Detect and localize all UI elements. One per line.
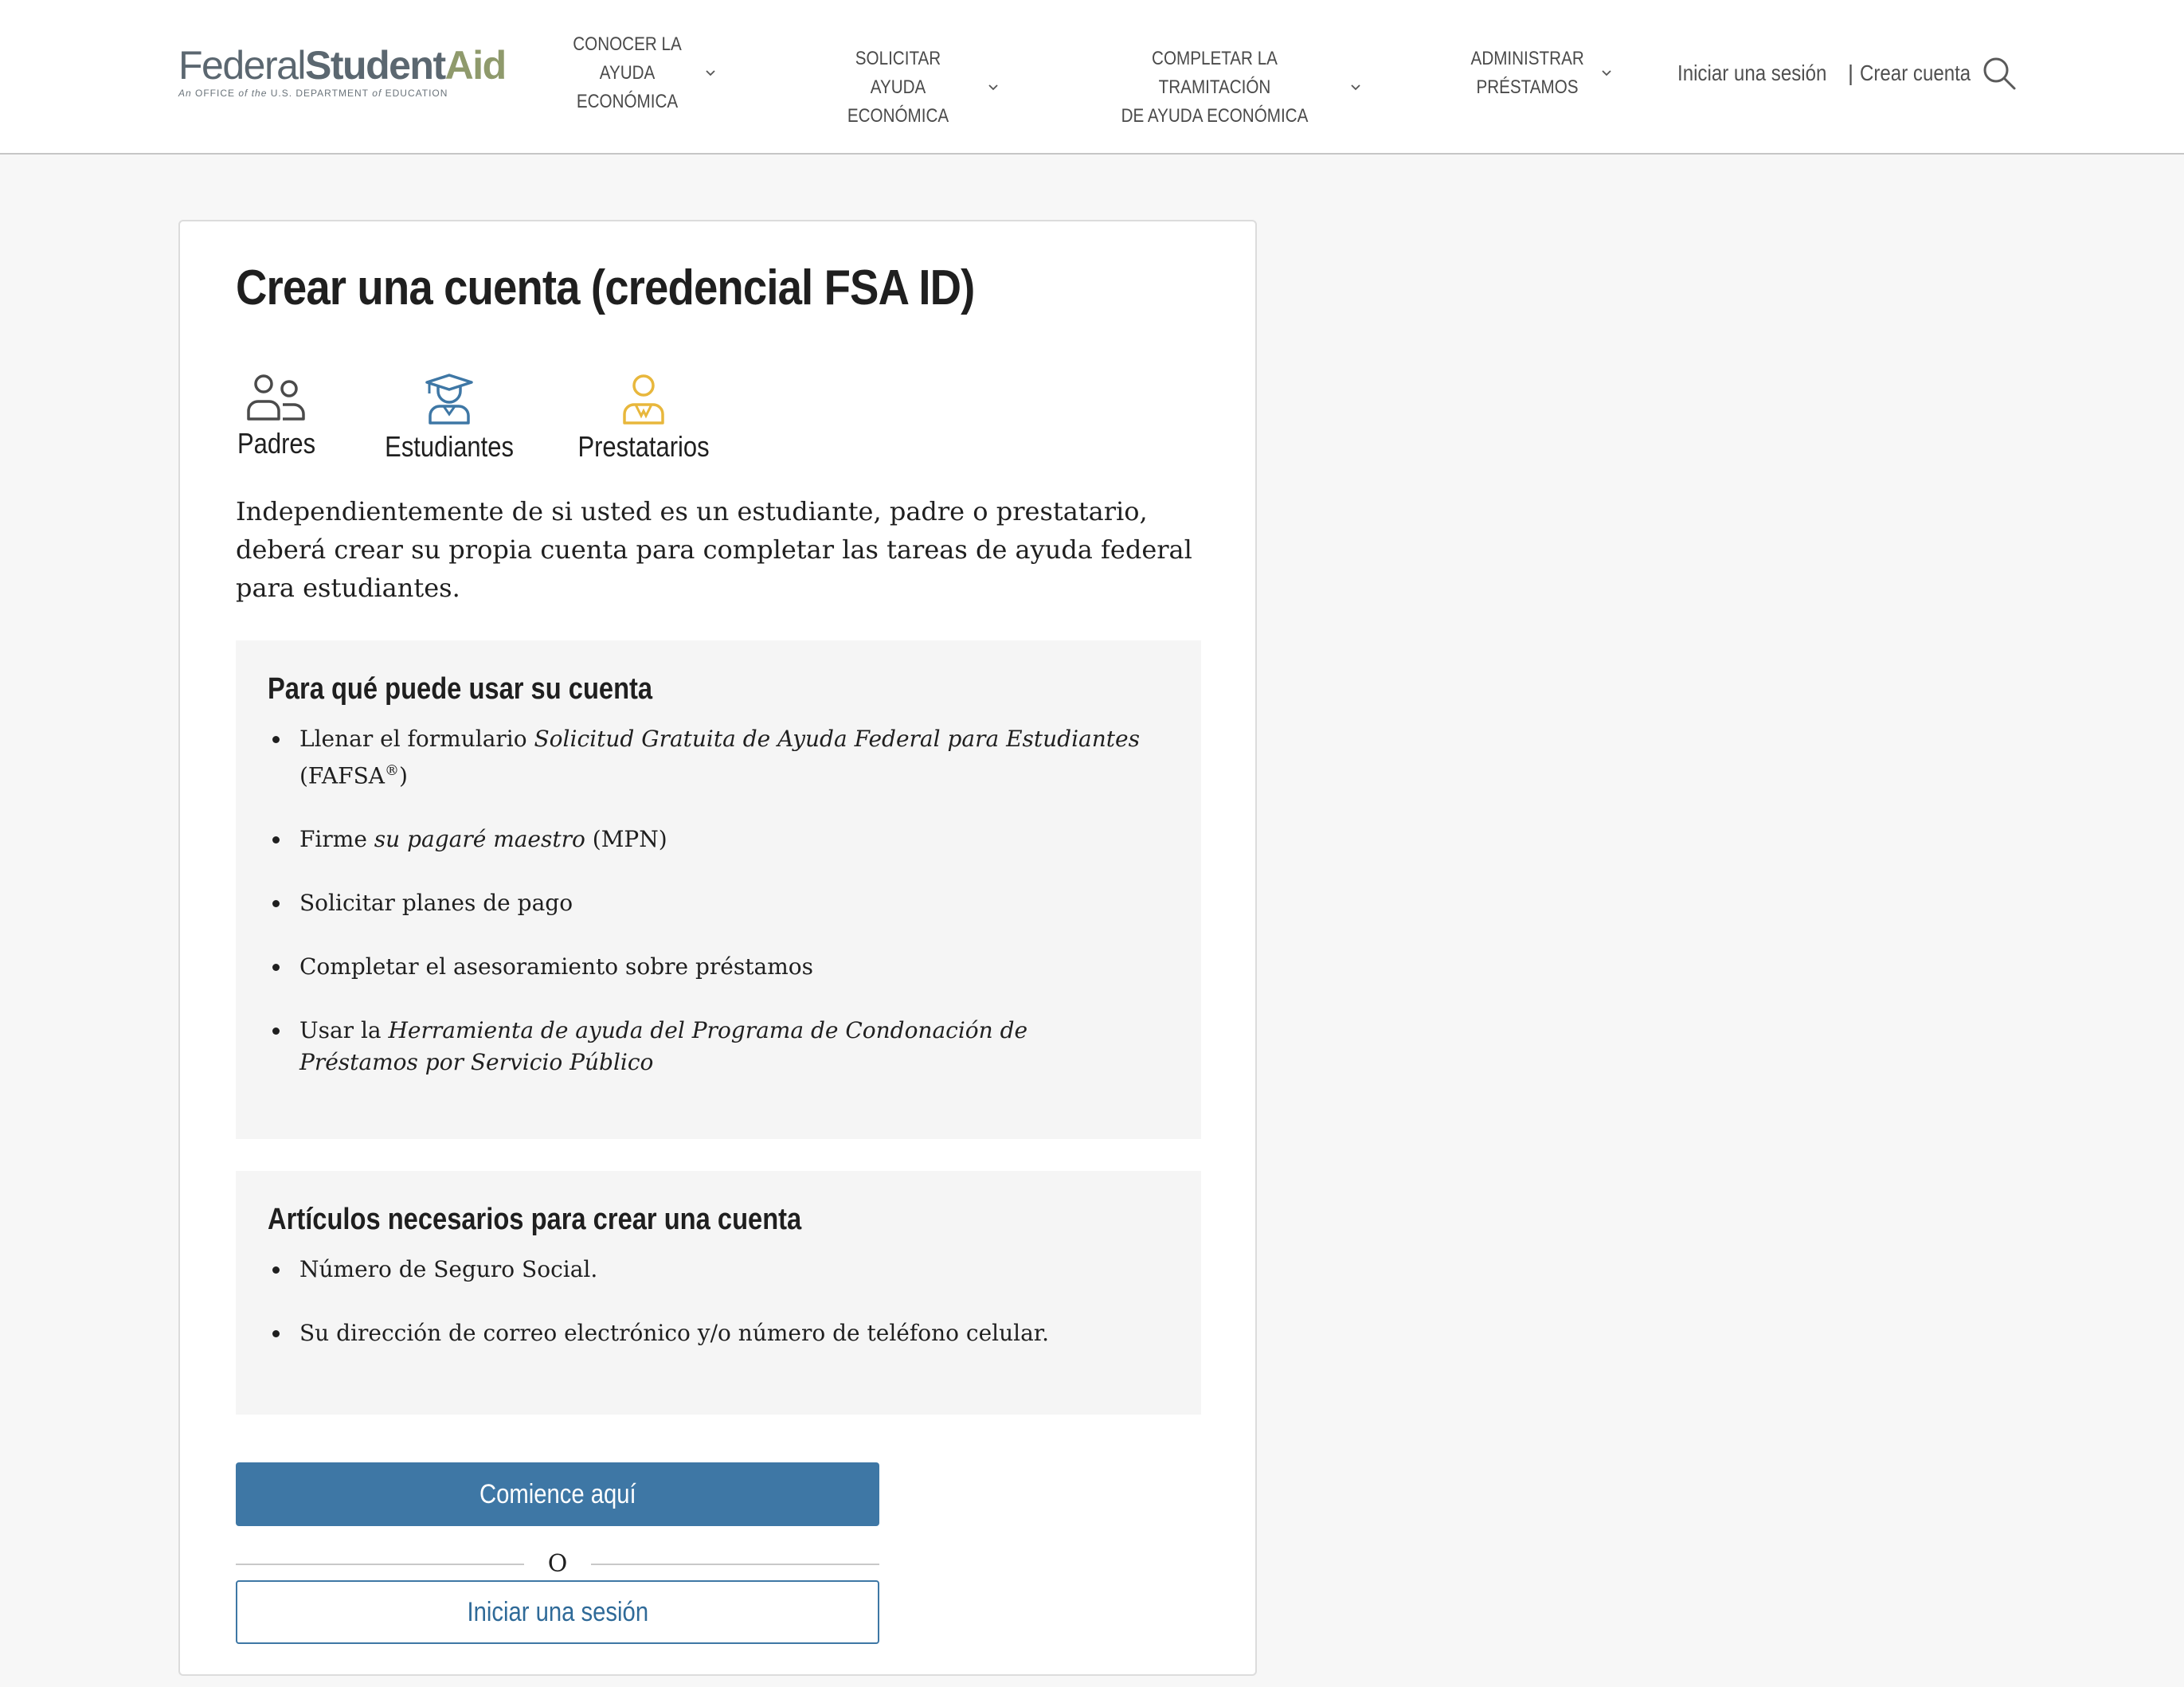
- logo-tagline: [178, 88, 485, 99]
- intro-text: Independientemente de si usted es un estudiante, padre o prestatario, deberá crear su propia cuenta para completar las tareas de ayuda federal para estudiantes.: [236, 496, 1192, 603]
- auth-links: [1677, 61, 1989, 86]
- button-label: Iniciar una sesión: [467, 1596, 648, 1627]
- item-text: (MPN): [585, 826, 667, 853]
- account-uses-title: Para qué puede usar su cuenta: [268, 672, 653, 706]
- login-link[interactable]: Iniciar una sesión: [1677, 61, 1827, 85]
- nav-learn-about-aid[interactable]: [558, 30, 733, 116]
- account-uses-panel: [236, 640, 1201, 1139]
- requirements-panel: [236, 1171, 1201, 1415]
- or-label: O: [547, 1550, 568, 1578]
- button-label: Comience aquí: [479, 1478, 636, 1509]
- item-text: Llenar el formulario: [299, 726, 534, 752]
- list-item: [299, 723, 1144, 792]
- or-divider: [236, 1548, 879, 1580]
- item-text: Solicitar planes de pago: [299, 890, 573, 917]
- audience-label: Padres: [237, 427, 316, 460]
- list-item: [299, 824, 1144, 855]
- logo-tagline-part: An: [178, 88, 196, 99]
- item-text: (FAFSA: [299, 762, 385, 789]
- item-emphasis[interactable]: su pagaré maestro: [374, 826, 585, 853]
- start-here-button[interactable]: [236, 1462, 879, 1526]
- logo-word-aid: Aid: [444, 43, 506, 88]
- nav-label: COMPLETAR LA TRAMITACIÓN DE AYUDA ECONÓMICA: [1121, 48, 1309, 127]
- divider-line: [591, 1564, 879, 1565]
- audience-students: [374, 373, 524, 464]
- list-item: [299, 951, 1144, 983]
- create-account-link[interactable]: Crear cuenta: [1860, 61, 1971, 85]
- item-emphasis[interactable]: Herramienta de ayuda del Programa de Condonación de Préstamos por Servicio Público: [299, 1017, 1028, 1076]
- list-item: [299, 1015, 1144, 1078]
- login-button[interactable]: [236, 1580, 879, 1644]
- logo-tagline-part: U.S. DEPARTMENT: [270, 88, 369, 99]
- audience-parents: [231, 373, 322, 460]
- logo-tagline-part: of the: [235, 88, 271, 99]
- chevron-down-icon: [984, 79, 1002, 96]
- auth-separator: |: [1847, 61, 1854, 85]
- borrower-icon: [617, 373, 670, 425]
- nav-complete-aid-process[interactable]: [1087, 45, 1370, 131]
- logo-word-student: Student: [305, 43, 445, 88]
- chevron-down-icon: [1598, 65, 1615, 82]
- nav-label: SOLICITAR AYUDA ECONÓMICA: [847, 48, 949, 127]
- audience-borrowers: [567, 373, 720, 464]
- logo-tagline-part: EDUCATION: [385, 88, 448, 99]
- site-header: [0, 0, 2184, 155]
- page-title: Crear una cuenta (credencial FSA ID): [236, 260, 975, 315]
- list-item: Su dirección de correo electrónico y/o número de teléfono celular.: [299, 1317, 1144, 1349]
- audience-label: Prestatarios: [577, 430, 710, 463]
- parents-icon: [245, 373, 308, 422]
- nav-manage-loans[interactable]: [1462, 45, 1621, 102]
- requirements-list: [299, 1254, 1144, 1381]
- logo-tagline-part: of: [368, 88, 386, 99]
- logo-wordmark: [178, 43, 506, 88]
- item-text: Usar la: [299, 1017, 389, 1044]
- list-item: Número de Seguro Social.: [299, 1254, 1144, 1286]
- chevron-down-icon: [702, 65, 719, 82]
- account-uses-list: [299, 723, 1144, 1110]
- item-emphasis[interactable]: Solicitud Gratuita de Ayuda Federal para Estudiantes: [534, 726, 1140, 752]
- audience-label: Estudiantes: [385, 430, 514, 463]
- nav-label: CONOCER LA AYUDA ECONÓMICA: [573, 33, 682, 112]
- nav-label: ADMINISTRAR PRÉSTAMOS: [1470, 48, 1584, 98]
- item-text: Completar el asesoramiento sobre préstamos: [299, 953, 813, 980]
- registered-mark: ®: [384, 762, 399, 779]
- chevron-down-icon: [1347, 79, 1364, 96]
- nav-apply-for-aid[interactable]: [816, 45, 1008, 131]
- logo-tagline-part: OFFICE: [195, 88, 236, 99]
- item-text: ): [398, 762, 408, 789]
- create-account-card: [178, 220, 1257, 1676]
- search-icon[interactable]: [1982, 56, 2017, 91]
- item-text: Firme: [299, 826, 374, 853]
- logo-word-federal: Federal: [178, 43, 306, 88]
- list-item: [299, 887, 1144, 919]
- requirements-title: Artículos necesarios para crear una cuenta: [268, 1203, 802, 1236]
- graduate-icon: [423, 373, 476, 425]
- federal-student-aid-logo[interactable]: [178, 43, 506, 99]
